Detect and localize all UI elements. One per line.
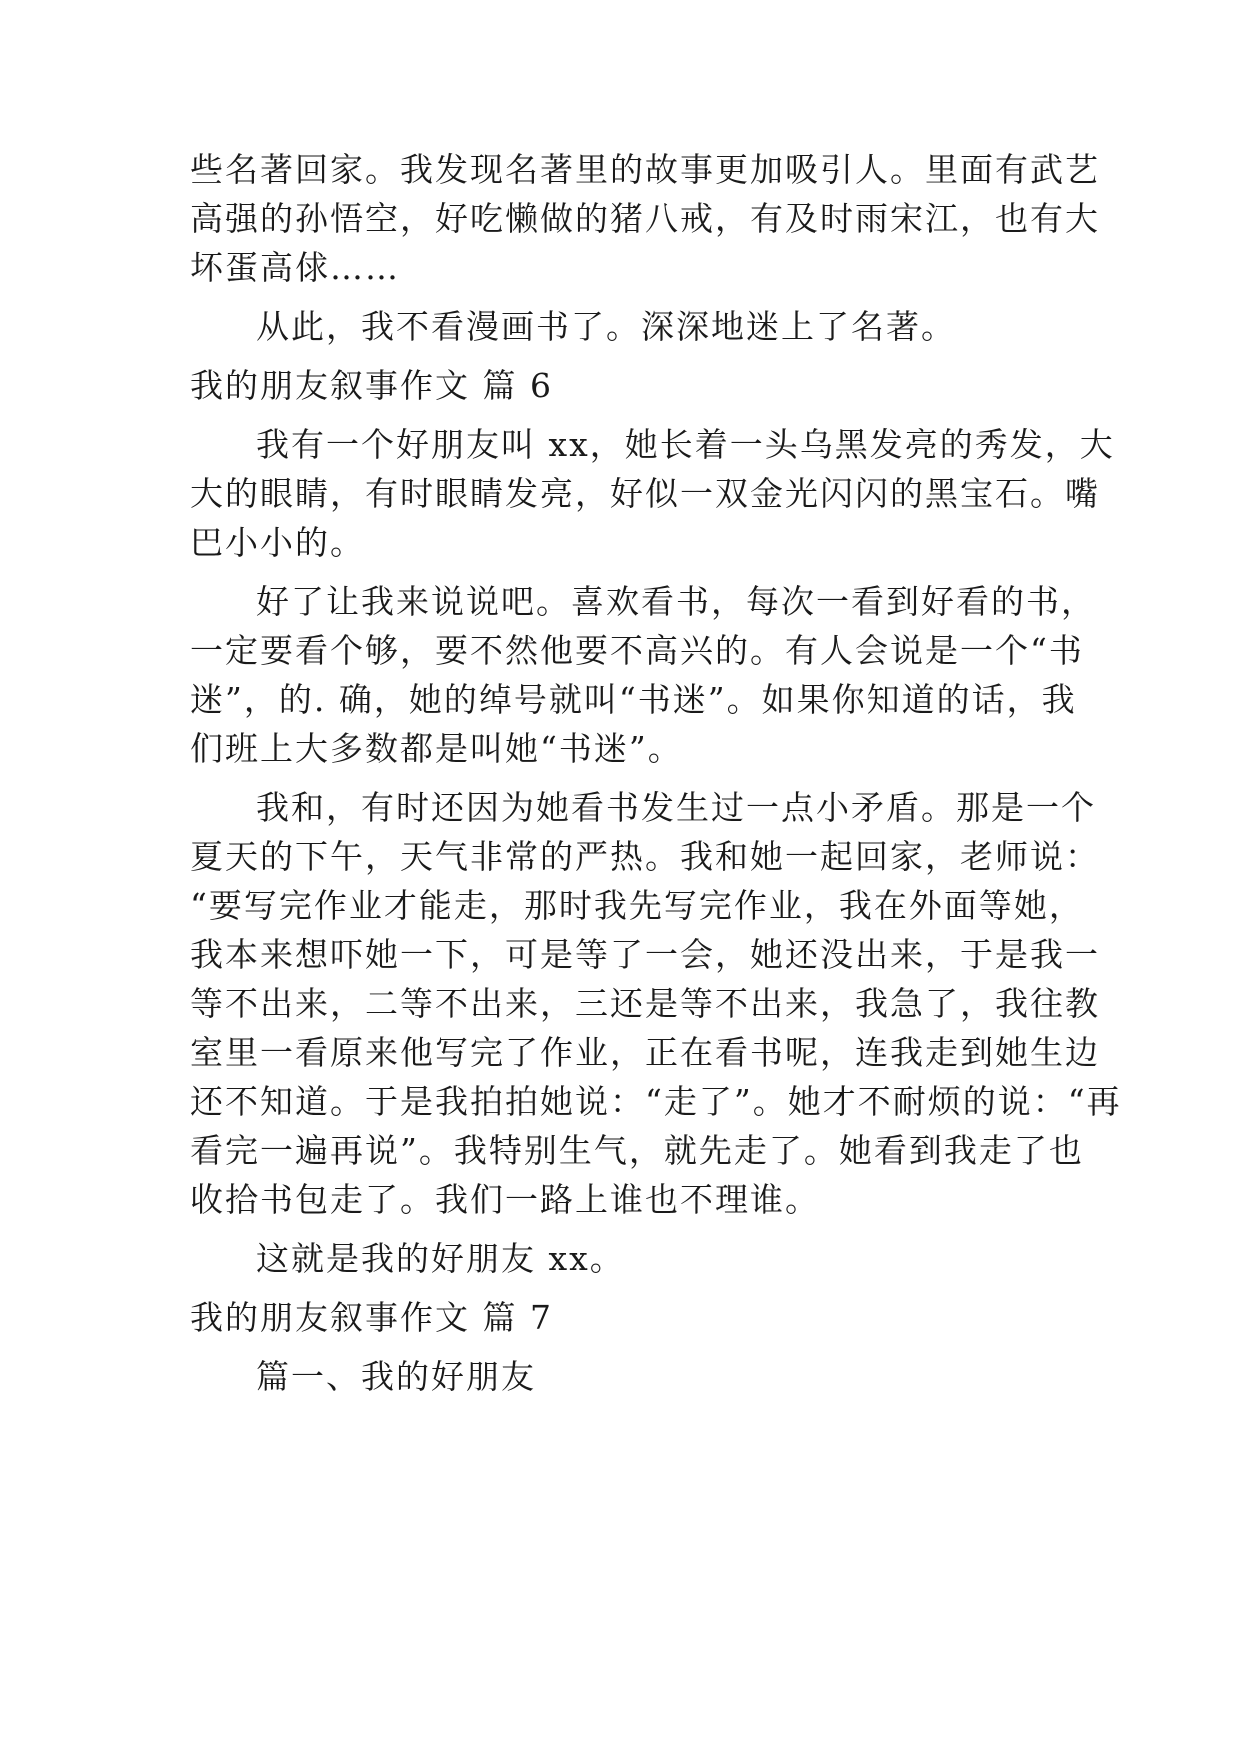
body-text-line: 坏蛋高俅…… [190,248,400,287]
section-heading: 我的朋友叙事作文 篇 6 [190,366,553,405]
body-text-line: 一定要看个够，要不然他要不高兴的。有人会说是一个“书 [190,631,1084,670]
body-text-line: 还不知道。于是我拍拍她说：“走了”。她才不耐烦的说：“再 [190,1082,1122,1121]
body-text-line: 大的眼睛，有时眼睛发亮，好似一双金光闪闪的黑宝石。嘴 [190,474,1100,513]
body-text-line: 等不出来，二等不出来，三还是等不出来，我急了，我往教 [190,984,1100,1023]
body-text-line: 看完一遍再说”。我特别生气，就先走了。她看到我走了也 [190,1131,1084,1170]
body-text-line: 我和，有时还因为她看书发生过一点小矛盾。那是一个 [256,788,1096,827]
body-text-line: 迷”，的. 确，她的绰号就叫“书迷”。如果你知道的话，我 [190,680,1077,719]
body-text-line: 我本来想吓她一下，可是等了一会，她还没出来，于是我一 [190,935,1100,974]
body-text-line: 夏天的下午，天气非常的严热。我和她一起回家，老师说： [190,837,1100,876]
body-text-line: “要写完作业才能走，那时我先写完作业，我在外面等她， [190,886,1084,925]
body-text-line: 们班上大多数都是叫她“书迷”。 [190,729,683,768]
body-text-line: 高强的孙悟空，好吃懒做的猪八戒，有及时雨宋江，也有大 [190,199,1100,238]
body-text-line: 我有一个好朋友叫 xx，她长着一头乌黑发亮的秀发，大 [256,425,1115,464]
body-text-line: 巴小小的。 [190,523,365,562]
body-text-line: 这就是我的好朋友 xx。 [256,1239,625,1278]
body-text-line: 从此，我不看漫画书了。深深地迷上了名著。 [256,307,956,346]
section-heading: 我的朋友叙事作文 篇 7 [190,1298,553,1337]
body-text-line: 室里一看原来他写完了作业，正在看书呢，连我走到她生边 [190,1033,1100,1072]
body-text-line: 好了让我来说说吧。喜欢看书，每次一看到好看的书， [256,582,1096,621]
body-text-line: 些名著回家。我发现名著里的故事更加吸引人。里面有武艺 [190,150,1100,189]
body-text-line: 收拾书包走了。我们一路上谁也不理谁。 [190,1180,820,1219]
subsection-heading: 篇一、我的好朋友 [256,1357,536,1396]
